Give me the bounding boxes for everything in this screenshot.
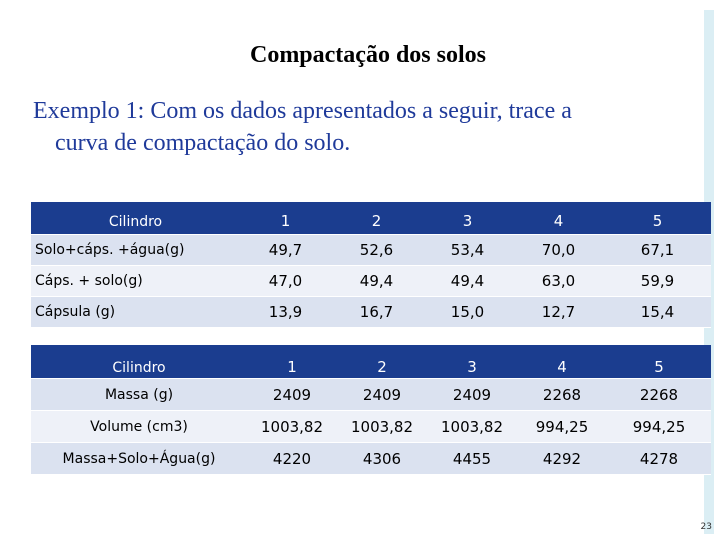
table-cell: 47,0: [240, 266, 331, 297]
row-label: Solo+cáps. +água(g): [31, 235, 240, 266]
cylinder-data-table: [31, 345, 711, 475]
slide-title: Compactação dos solos: [249, 42, 486, 68]
header-cell: 2: [331, 202, 422, 235]
subtitle-line-1: Exemplo 1: Com os dados apresentados a seguir, trace a: [33, 98, 572, 124]
table-row: [31, 235, 711, 266]
row-label: Massa+Solo+Água(g): [31, 443, 247, 475]
header-cell: 1: [247, 345, 337, 379]
table-cell: 15,4: [604, 297, 711, 328]
row-label: Cáps. + solo(g): [31, 266, 240, 297]
header-cell: 3: [427, 345, 517, 379]
table-row: [31, 266, 711, 297]
table-cell: 994,25: [607, 411, 711, 443]
capsule-data-table: [31, 202, 711, 328]
table-cell: 4292: [517, 443, 607, 475]
table-cell: 1003,82: [337, 411, 427, 443]
header-cell: 5: [607, 345, 711, 379]
table-cell: 1003,82: [247, 411, 337, 443]
table-cell: 2268: [607, 379, 711, 411]
table-cell: 4220: [247, 443, 337, 475]
table-cell: 1003,82: [427, 411, 517, 443]
header-cell: Cilindro: [31, 345, 247, 379]
table-cell: 59,9: [604, 266, 711, 297]
table-row: [31, 443, 711, 475]
header-cell: 2: [337, 345, 427, 379]
row-label: Cápsula (g): [31, 297, 240, 328]
header-cell: 4: [513, 202, 604, 235]
table-cell: 13,9: [240, 297, 331, 328]
table-cell: 2409: [427, 379, 517, 411]
header-cell: 5: [604, 202, 711, 235]
table-cell: 52,6: [331, 235, 422, 266]
table-cell: 53,4: [422, 235, 513, 266]
table-cell: 67,1: [604, 235, 711, 266]
table-header-row: [31, 202, 711, 235]
header-cell: 3: [422, 202, 513, 235]
table-cell: 4278: [607, 443, 711, 475]
table-cell: 16,7: [331, 297, 422, 328]
table-row: [31, 297, 711, 328]
slide-subtitle: [33, 95, 683, 159]
table-cell: 12,7: [513, 297, 604, 328]
table-cell: 15,0: [422, 297, 513, 328]
table-cell: 2268: [517, 379, 607, 411]
table-cell: 49,7: [240, 235, 331, 266]
table-cell: 4306: [337, 443, 427, 475]
row-label: Volume (cm3): [31, 411, 247, 443]
header-cell: 1: [240, 202, 331, 235]
table-cell: 63,0: [513, 266, 604, 297]
header-cell: Cilindro: [31, 202, 240, 235]
row-label: Massa (g): [31, 379, 247, 411]
table-cell: 994,25: [517, 411, 607, 443]
header-cell: 4: [517, 345, 607, 379]
table-cell: 4455: [427, 443, 517, 475]
table-row: [31, 379, 711, 411]
table-row: [31, 411, 711, 443]
page-number: 23: [700, 522, 712, 532]
table-cell: 49,4: [331, 266, 422, 297]
table-header-row: [31, 345, 711, 379]
table-cell: 2409: [337, 379, 427, 411]
table-cell: 2409: [247, 379, 337, 411]
table-cell: 70,0: [513, 235, 604, 266]
table-cell: 49,4: [422, 266, 513, 297]
subtitle-line-2: curva de compactação do solo.: [55, 130, 351, 156]
